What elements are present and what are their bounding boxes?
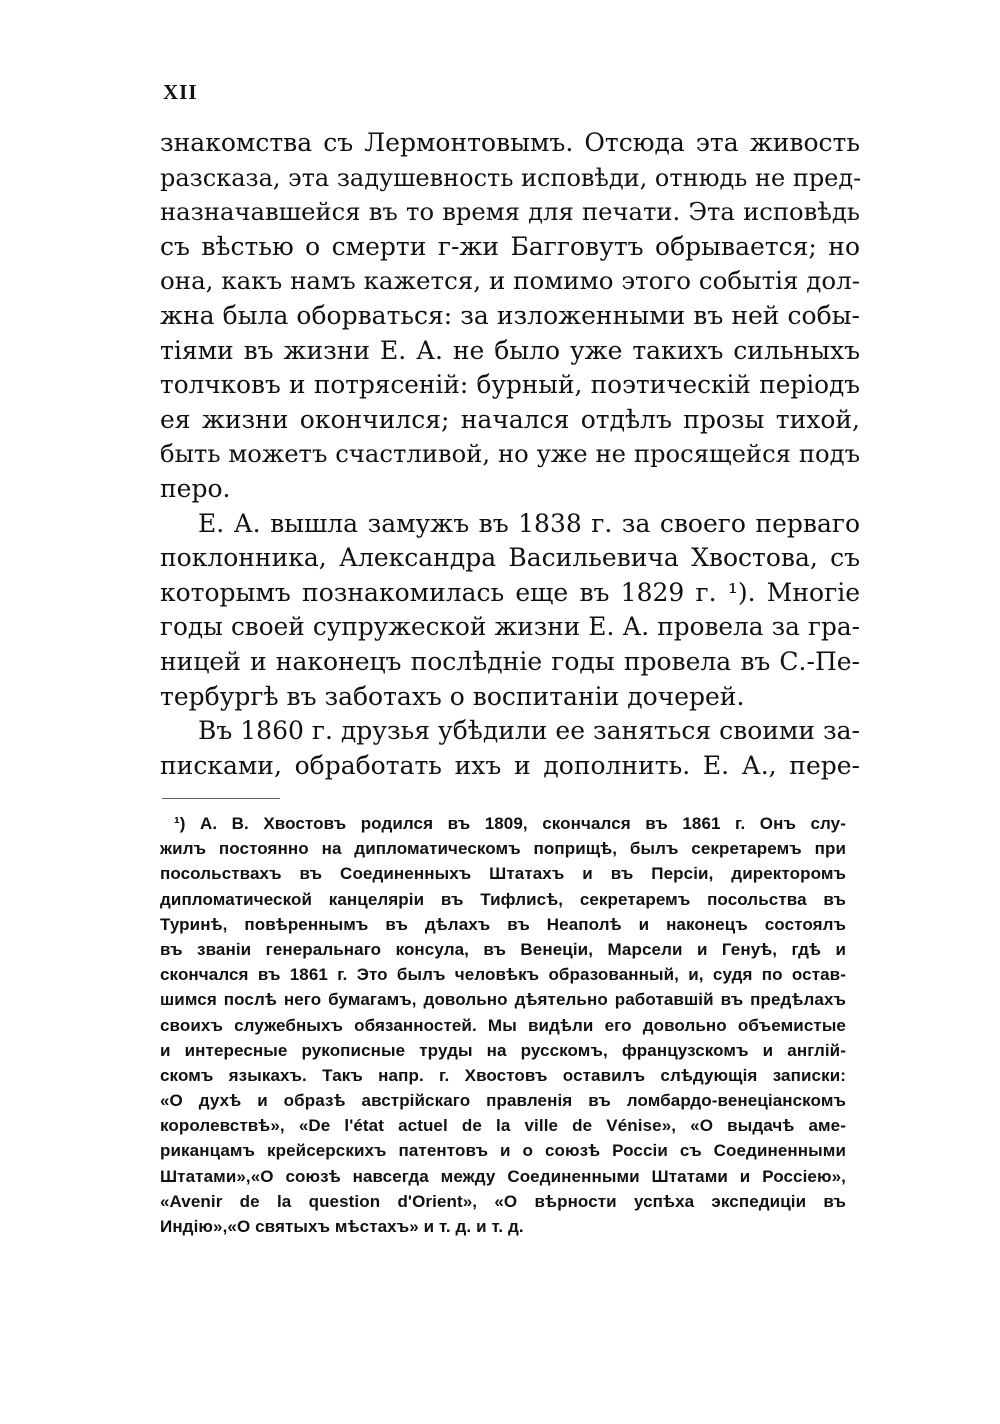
footnote <box>160 811 846 1239</box>
text-line: поклонника, Александра Васильевича Хвостова, съ <box>160 543 860 573</box>
footnote-line: своихъ служебныхъ обязанностей. Мы видѣли его довольно объемистые <box>160 1015 846 1035</box>
text-line: быть можетъ счастливой, но уже не просящейся подъ <box>160 439 860 469</box>
main-text <box>160 126 860 783</box>
text-line: она, какъ намъ кажется, и помимо этого событія дол- <box>160 266 860 296</box>
text-line: знакомства съ Лермонтовымъ. Отсюда эта живость <box>160 128 860 157</box>
footnote-line: риканцамъ крейсерскихъ патентовъ и о союзѣ Россіи съ Соединенными <box>160 1141 846 1161</box>
footnote-line: Туринѣ, повѣреннымъ въ дѣлахъ въ Неаполѣ и наконецъ состоялъ <box>160 914 846 934</box>
footnote-line: скончался въ 1861 г. Это былъ человѣкъ образованный, и, судя по остав- <box>160 965 846 985</box>
text-line: ея жизни окончился; начался отдѣлъ прозы тихой, <box>160 404 860 434</box>
text-line: тіями въ жизни Е. А. не было уже такихъ сильныхъ <box>160 335 860 365</box>
text-line: годы своей супружеской жизни Е. А. провела за гра- <box>160 612 860 642</box>
text-line: жна была оборваться: за изложенными въ ней собы- <box>160 300 860 330</box>
footnote-line: жилъ постоянно на дипломатическомъ поприщѣ, былъ секретаремъ при <box>160 839 846 859</box>
text-line: которымъ познакомилась еще въ 1829 г. ¹). Многіе <box>160 577 860 607</box>
text-line: перо. <box>160 473 231 503</box>
text-line: ницей и наконецъ послѣдніе годы провела въ С.-Пе- <box>160 646 860 676</box>
footnote-line: «О духѣ и образѣ австрійскаго правленія въ ломбардо-венеціанскомъ <box>160 1091 846 1111</box>
footnote-line: дипломатической канцеляріи въ Тифлисѣ, секретаремъ посольства въ <box>160 889 846 909</box>
footnote-line: шимся послѣ него бумагамъ, довольно дѣятельно работавшій въ предѣлахъ <box>160 990 846 1010</box>
text-line: тербургѣ въ заботахъ о воспитаніи дочерей. <box>160 681 745 711</box>
footnote-line: посольствахъ въ Соединенныхъ Штатахъ и въ Персіи, директоромъ <box>160 864 846 884</box>
footnote-line: «Avenir de la question d'Orient», «О вѣрности успѣха экспедиціи въ <box>160 1191 846 1211</box>
footnote-line: Штатами»,«О союзѣ навсегда между Соединенными Штатами и Россіею», <box>160 1166 846 1186</box>
paragraph-start: Е. А. вышла замужъ въ 1838 г. за своего перваго <box>198 508 860 538</box>
footnote-line: ¹) А. В. Хвостовъ родился въ 1809, скончался въ 1861 г. Онъ слу- <box>174 814 846 833</box>
paragraph-start: Въ 1860 г. друзья убѣдили ее заняться своими за- <box>198 716 860 746</box>
footnote-line: и интересные рукописные труды на русскомъ, французскомъ и англій- <box>160 1040 846 1060</box>
text-line: съ вѣстью о смерти г-жи Багговутъ обрывается; но <box>160 231 860 261</box>
text-line: назначавшейся въ то время для печати. Эта исповѣдь <box>160 197 860 227</box>
footnote-line: королевствѣ», «De l'état actuel de la ville de Vénise», «О выдачѣ аме- <box>160 1116 846 1136</box>
text-line: писками, обработать ихъ и дополнить. Е. А., пере- <box>160 750 860 780</box>
text-line: толчковъ и потрясеній: бурный, поэтическій періодъ <box>160 370 860 400</box>
page-number: XII <box>163 80 198 104</box>
footnote-line: скомъ языкахъ. Такъ напр. г. Хвостовъ оставилъ слѣдующія записки: <box>160 1065 846 1085</box>
footnote-line: въ званіи генеральнаго консула, въ Венеціи, Марсели и Генуѣ, гдѣ и <box>160 939 846 959</box>
footnote-line: Индію»,«О святыхъ мѣстахъ» и т. д. и т. д. <box>160 1217 524 1236</box>
text-line: разсказа, эта задушевность исповѣди, отнюдь не пред- <box>160 163 862 192</box>
footnote-separator <box>162 798 280 799</box>
